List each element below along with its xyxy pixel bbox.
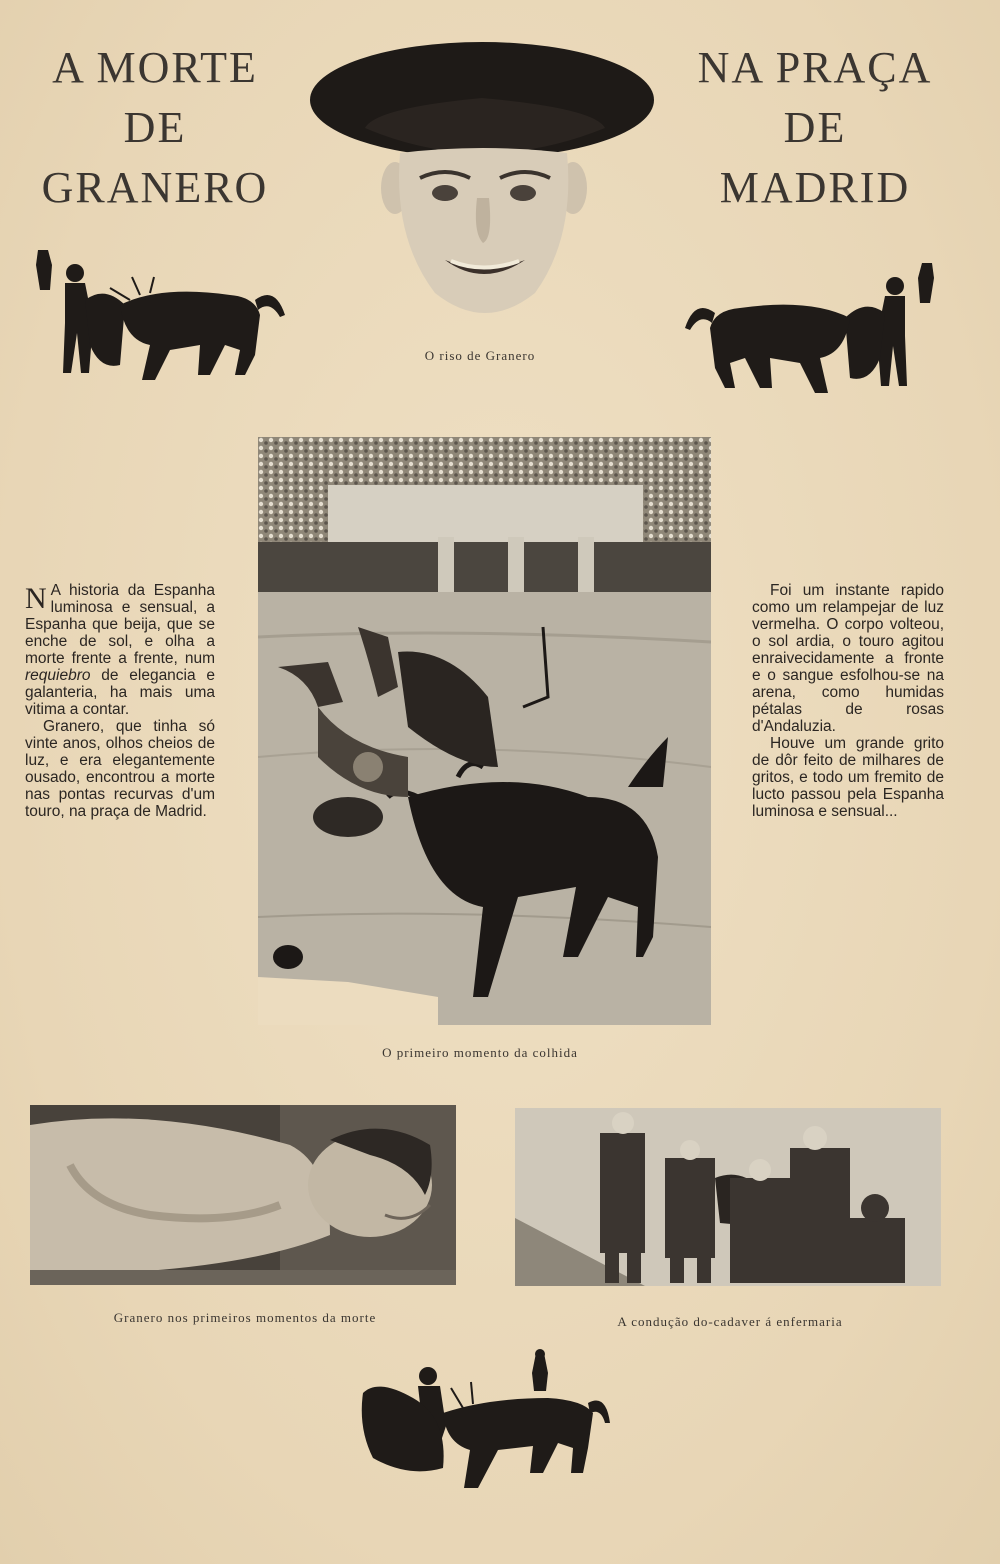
portrait-illustration	[305, 38, 660, 328]
headline-right	[680, 38, 950, 218]
left-paragraph-1	[25, 582, 215, 718]
carried-caption: A condução do-cadaver á enfermaria	[617, 1314, 843, 1329]
headline-right-line-1: NA PRAÇA	[697, 43, 933, 92]
left-paragraph-1-emphasis: requiebro	[25, 667, 91, 684]
portrait-photo	[305, 38, 660, 328]
silhouette-bullfight-right	[680, 258, 940, 398]
headline-left	[30, 38, 280, 218]
right-paragraph-2: Houve um grande grito de dôr feito de milhares de gritos, e todo um fremito de lucto passou pela Espanha luminosa e sensual...	[752, 735, 944, 820]
headline-left-line-3: GRANERO	[41, 163, 269, 212]
dropcap: N	[25, 582, 47, 615]
portrait-caption: O riso de Granero	[424, 348, 536, 363]
article-right-column	[752, 582, 944, 820]
goring-scene	[258, 437, 711, 1025]
article-left-column	[25, 582, 215, 820]
bullfighter-bull-silhouette	[30, 245, 290, 385]
silhouette-bullfight-left	[30, 245, 290, 385]
right-paragraph-1: Foi um instante rapido como um relampejar de luz vermelha. O corpo volteou, o sol ardia, o touro agitou enraivecidamente a fronte e o sangue esfolhou-se na arena, como humidas pétalas de rosas d'Andaluzia.	[752, 582, 944, 735]
carried-photo	[515, 1108, 941, 1286]
carried-scene	[515, 1108, 941, 1286]
left-paragraph-1-text-b: de elegancia e galanteria, ha mais uma vitima a contar.	[25, 667, 215, 718]
goring-caption: O primeiro momento da colhida	[382, 1045, 578, 1060]
left-paragraph-1-text-a: A historia da Espanha luminosa e sensual, a Espanha que beija, que se enche de sol, e olha a morte frente a frente, num	[25, 582, 215, 667]
headline-right-line-2: DE	[783, 103, 847, 152]
death-scene	[30, 1105, 456, 1285]
goring-photo	[258, 437, 711, 1025]
headline-left-line-1: A MORTE	[52, 43, 258, 92]
death-caption: Granero nos primeiros momentos da morte	[113, 1310, 377, 1325]
left-paragraph-2: Granero, que tinha só vinte anos, olhos cheios de luz, e era elegantemente ousado, encontrou a morte nas pontas recurvas d'um touro, na praça de Madrid.	[25, 718, 215, 820]
bullfighter-cape-bull-silhouette	[358, 1348, 613, 1498]
bullfighter-bull-silhouette-mirrored	[680, 258, 940, 398]
silhouette-bullfight-bottom	[358, 1348, 613, 1498]
death-photo	[30, 1105, 456, 1285]
headline-left-line-2: DE	[123, 103, 187, 152]
headline-right-line-3: MADRID	[719, 163, 911, 212]
